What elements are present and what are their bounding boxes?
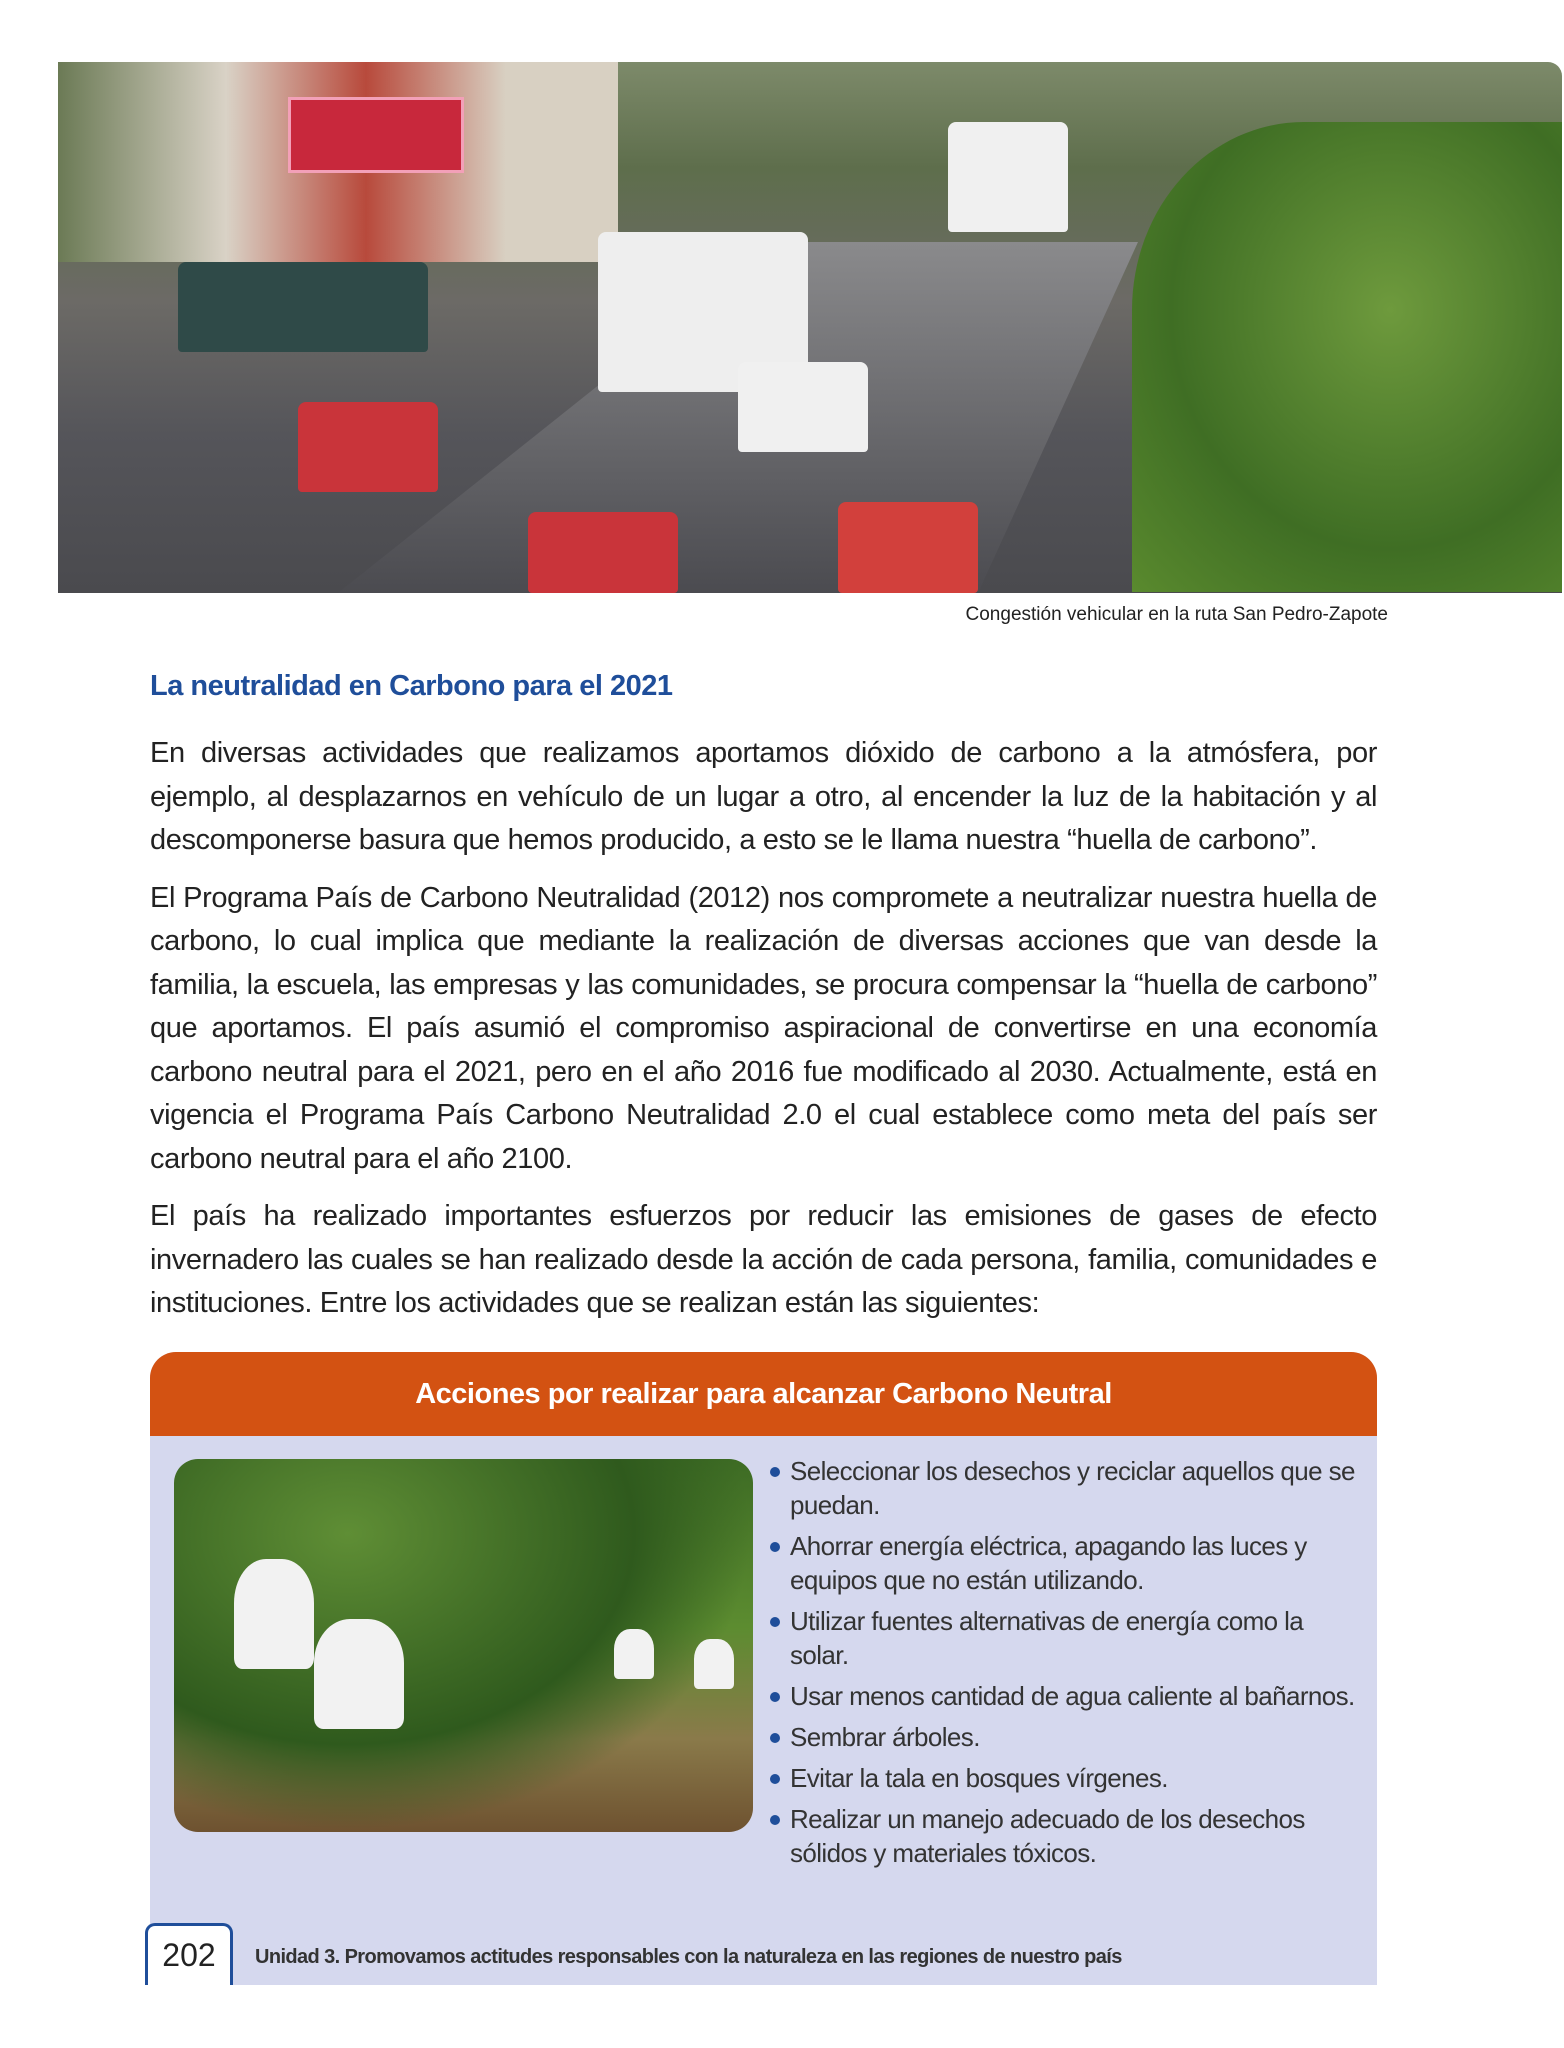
suv xyxy=(178,262,428,352)
tree-planting-photo xyxy=(174,1459,753,1832)
trees xyxy=(1132,122,1562,592)
list-item: Usar menos cantidad de agua caliente al bañarnos. xyxy=(770,1679,1360,1713)
paragraph: El Programa País de Carbono Neutralidad (2012) nos compromete a neutralizar nuestra huella de carbono, lo cual implica que mediante la realización de diversas acciones que van desde la familia, la escuela, las empresas y las comunidades, se procura compensar la “huella de carbono” que aportamos. El país asumió el compromiso aspiracional de convertirse en una economía carbono neutral para el 2021, pero en el año 2016 fue modificado al 2030. Actualmente, está en vigencia el Programa País Carbono Neutralidad 2.0 el cual establece como meta del país ser carbono neutral para el año 2100. xyxy=(150,881,1377,1175)
child xyxy=(234,1559,314,1669)
bullet-icon xyxy=(770,1774,780,1784)
bullet-icon xyxy=(770,1692,780,1702)
list-item: Utilizar fuentes alternativas de energía como la solar. xyxy=(770,1604,1360,1672)
bullet-icon xyxy=(770,1542,780,1552)
page-number: 202 xyxy=(145,1923,233,1985)
bullet-icon xyxy=(770,1815,780,1825)
actions-list xyxy=(770,1454,1360,1877)
list-item: Ahorrar energía eléctrica, apagando las luces y equipos que no están utilizando. xyxy=(770,1529,1360,1597)
section-body xyxy=(150,732,1377,1340)
photo-caption: Congestión vehicular en la ruta San Pedro-Zapote xyxy=(965,604,1388,625)
car xyxy=(738,362,868,452)
bullet-icon xyxy=(770,1467,780,1477)
bullet-icon xyxy=(770,1733,780,1743)
paragraph: El país ha realizado importantes esfuerzos por reducir las emisiones de gases de efecto invernadero las cuales se han realizado desde la acción de cada persona, familia, comunidades e instituciones. Entre los actividades que se realizan están las siguientes: xyxy=(150,1200,1377,1319)
child xyxy=(314,1619,404,1729)
bullet-icon xyxy=(770,1617,780,1627)
child xyxy=(694,1639,734,1689)
list-item: Realizar un manejo adecuado de los desechos sólidos y materiales tóxicos. xyxy=(770,1802,1360,1870)
actions-box xyxy=(150,1352,1377,1985)
list-item: Seleccionar los desechos y reciclar aquellos que se puedan. xyxy=(770,1454,1360,1522)
traffic-photo xyxy=(58,62,1562,593)
footer-unit-title: Unidad 3. Promovamos actitudes responsables con la naturaleza en las regiones de nuestro país xyxy=(255,1946,1122,1968)
truck xyxy=(948,122,1068,232)
section-heading: La neutralidad en Carbono para el 2021 xyxy=(150,670,673,702)
list-item: Sembrar árboles. xyxy=(770,1720,1360,1754)
child xyxy=(614,1629,654,1679)
actions-box-title: Acciones por realizar para alcanzar Carbono Neutral xyxy=(150,1352,1377,1436)
list-item: Evitar la tala en bosques vírgenes. xyxy=(770,1761,1360,1795)
car xyxy=(838,502,978,593)
paragraph: En diversas actividades que realizamos aportamos dióxido de carbono a la atmósfera, por ejemplo, al desplazarnos en vehículo de un lugar a otro, al encender la luz de la habitación y al descomponerse basura que hemos producido, a esto se le llama nuestra “huella de carbono”. xyxy=(150,737,1377,856)
car xyxy=(528,512,678,593)
neon-sign xyxy=(288,97,464,173)
car xyxy=(298,402,438,492)
